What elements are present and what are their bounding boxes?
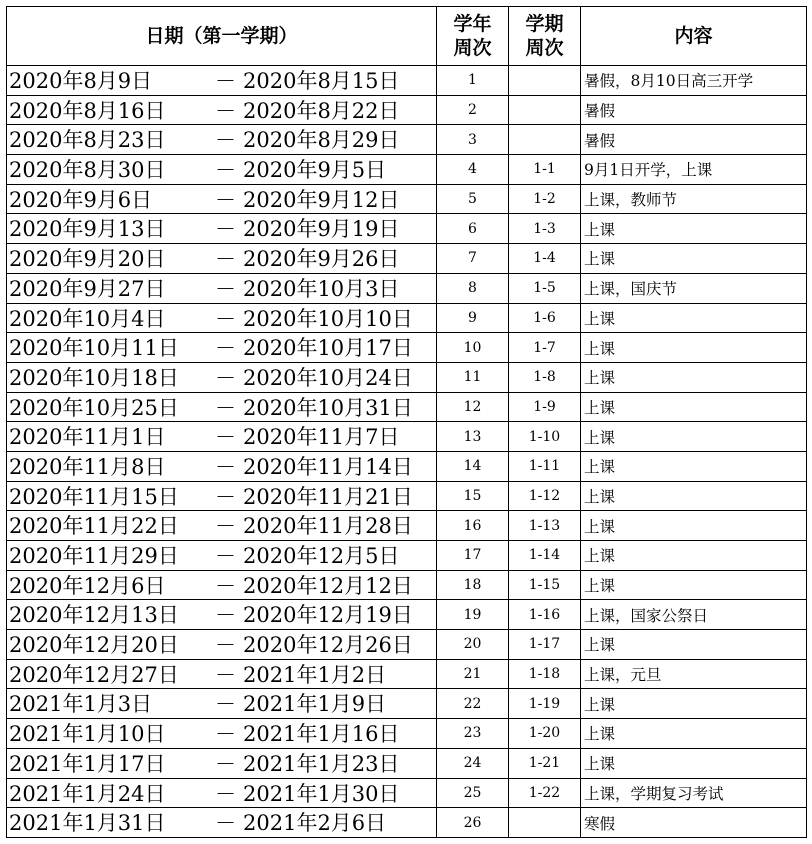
content-cell: 上课，国家公祭日 xyxy=(581,600,807,630)
end-date: 2020年12月5日 xyxy=(243,544,400,568)
year-week-cell: 7 xyxy=(437,244,509,274)
date-range-cell xyxy=(7,244,437,274)
end-date: 2020年11月21日 xyxy=(243,484,413,509)
content-cell: 上课 xyxy=(581,719,807,749)
range-dash: － xyxy=(215,247,236,272)
table-row xyxy=(7,66,807,96)
year-week-cell: 24 xyxy=(437,748,509,778)
term-week-cell: 1-19 xyxy=(509,689,581,719)
end-date: 2020年11月14日 xyxy=(243,454,413,479)
end-date: 2020年10月10日 xyxy=(243,306,413,331)
content-cell: 上课 xyxy=(581,451,807,481)
term-week-cell: 1-9 xyxy=(509,392,581,422)
term-week-cell xyxy=(509,125,581,155)
start-date: 2020年8月16日 xyxy=(9,98,166,123)
term-week-cell: 1-1 xyxy=(509,155,581,185)
date-range-cell xyxy=(7,481,437,511)
start-date: 2020年11月1日 xyxy=(9,425,166,450)
year-week-cell: 2 xyxy=(437,95,509,125)
table-row xyxy=(7,244,807,274)
year-week-cell: 21 xyxy=(437,659,509,689)
end-date: 2020年11月7日 xyxy=(243,425,400,450)
year-week-column-header xyxy=(437,7,509,66)
start-date: 2020年11月29日 xyxy=(9,544,179,568)
content-column-header xyxy=(581,7,807,66)
content-cell: 上课，国庆节 xyxy=(581,273,807,303)
date-range-cell xyxy=(7,95,437,125)
year-week-cell: 23 xyxy=(437,719,509,749)
end-date: 2020年10月3日 xyxy=(243,276,400,301)
start-date: 2020年11月22日 xyxy=(9,514,179,539)
date-range-cell xyxy=(7,748,437,778)
range-dash: － xyxy=(215,633,236,658)
term-week-cell xyxy=(509,808,581,838)
date-range-cell xyxy=(7,184,437,214)
table-row xyxy=(7,392,807,422)
term-week-cell: 1-11 xyxy=(509,451,581,481)
year-week-cell: 1 xyxy=(437,66,509,96)
date-range-cell xyxy=(7,214,437,244)
end-date: 2021年1月9日 xyxy=(243,692,387,717)
content-header-label: 内容 xyxy=(674,25,713,47)
end-date: 2021年1月23日 xyxy=(243,751,400,776)
table-row xyxy=(7,95,807,125)
start-date: 2020年8月9日 xyxy=(9,69,153,93)
year-week-cell: 17 xyxy=(437,541,509,571)
year-week-cell: 22 xyxy=(437,689,509,719)
range-dash: － xyxy=(215,425,236,450)
date-range-cell xyxy=(7,570,437,600)
year-week-cell: 16 xyxy=(437,511,509,541)
end-date: 2020年12月19日 xyxy=(243,603,413,628)
year-week-cell: 4 xyxy=(437,155,509,185)
start-date: 2020年10月4日 xyxy=(9,306,166,331)
table-header xyxy=(7,7,807,66)
content-cell: 上课 xyxy=(581,362,807,392)
term-week-cell: 1-3 xyxy=(509,214,581,244)
range-dash: － xyxy=(215,692,236,717)
end-date: 2021年1月2日 xyxy=(243,662,387,687)
term-week-cell: 1-22 xyxy=(509,778,581,808)
term-week-cell: 1-21 xyxy=(509,748,581,778)
end-date: 2020年9月5日 xyxy=(243,158,387,183)
date-range-cell xyxy=(7,451,437,481)
table-row xyxy=(7,481,807,511)
start-date: 2021年1月31日 xyxy=(9,811,166,836)
content-cell: 上课 xyxy=(581,481,807,511)
content-cell: 上课，学期复习考试 xyxy=(581,778,807,808)
start-date: 2021年1月10日 xyxy=(9,722,166,747)
end-date: 2020年9月12日 xyxy=(243,187,400,212)
year-week-cell: 25 xyxy=(437,778,509,808)
content-cell: 上课 xyxy=(581,333,807,363)
content-cell: 上课 xyxy=(581,630,807,660)
date-range-cell xyxy=(7,511,437,541)
year-week-cell: 26 xyxy=(437,808,509,838)
range-dash: － xyxy=(215,336,236,361)
year-week-cell: 15 xyxy=(437,481,509,511)
table-row xyxy=(7,541,807,571)
date-range-cell xyxy=(7,689,437,719)
content-cell: 上课，元旦 xyxy=(581,659,807,689)
year-week-cell: 19 xyxy=(437,600,509,630)
content-cell: 9月1日开学，上课 xyxy=(581,155,807,185)
term-week-cell xyxy=(509,66,581,96)
table-row xyxy=(7,155,807,185)
year-week-cell: 8 xyxy=(437,273,509,303)
year-week-cell: 5 xyxy=(437,184,509,214)
term-week-cell: 1-17 xyxy=(509,630,581,660)
date-range-cell xyxy=(7,362,437,392)
table-row xyxy=(7,333,807,363)
start-date: 2020年8月30日 xyxy=(9,158,166,183)
date-range-cell xyxy=(7,659,437,689)
content-cell: 上课 xyxy=(581,392,807,422)
year-week-cell: 9 xyxy=(437,303,509,333)
date-range-cell xyxy=(7,66,437,96)
start-date: 2020年9月13日 xyxy=(9,217,166,242)
end-date: 2020年10月17日 xyxy=(243,336,413,361)
end-date: 2020年9月19日 xyxy=(243,217,400,242)
content-cell: 上课，教师节 xyxy=(581,184,807,214)
term-week-column-header xyxy=(509,7,581,66)
end-date: 2021年1月16日 xyxy=(243,722,400,747)
end-date: 2020年10月24日 xyxy=(243,365,413,390)
start-date: 2020年12月27日 xyxy=(9,662,179,687)
range-dash: － xyxy=(215,128,236,153)
date-column-header xyxy=(7,7,437,66)
term-week-cell: 1-2 xyxy=(509,184,581,214)
date-range-cell xyxy=(7,808,437,838)
table-row xyxy=(7,659,807,689)
content-cell: 暑假 xyxy=(581,95,807,125)
content-cell: 上课 xyxy=(581,214,807,244)
term-week-cell: 1-15 xyxy=(509,570,581,600)
date-range-cell xyxy=(7,155,437,185)
term-week-header-line1: 学期 xyxy=(525,13,564,35)
start-date: 2021年1月17日 xyxy=(9,751,166,776)
year-week-header-line2: 周次 xyxy=(453,37,492,59)
end-date: 2020年8月29日 xyxy=(243,128,400,153)
year-week-cell: 12 xyxy=(437,392,509,422)
range-dash: － xyxy=(215,217,236,242)
term-week-cell: 1-14 xyxy=(509,541,581,571)
date-range-cell xyxy=(7,392,437,422)
term-week-cell: 1-5 xyxy=(509,273,581,303)
end-date: 2020年9月26日 xyxy=(243,247,400,272)
range-dash: － xyxy=(215,544,236,568)
start-date: 2020年10月25日 xyxy=(9,395,179,420)
range-dash: － xyxy=(215,187,236,212)
content-cell: 寒假 xyxy=(581,808,807,838)
term-week-cell: 1-13 xyxy=(509,511,581,541)
range-dash: － xyxy=(215,306,236,331)
start-date: 2020年10月18日 xyxy=(9,365,179,390)
year-week-cell: 3 xyxy=(437,125,509,155)
table-row xyxy=(7,630,807,660)
content-cell: 上课 xyxy=(581,570,807,600)
date-range-cell xyxy=(7,333,437,363)
date-range-cell xyxy=(7,125,437,155)
year-week-cell: 6 xyxy=(437,214,509,244)
range-dash: － xyxy=(215,751,236,776)
table-row xyxy=(7,303,807,333)
date-range-cell xyxy=(7,778,437,808)
table-row xyxy=(7,511,807,541)
range-dash: － xyxy=(215,484,236,509)
table-row xyxy=(7,451,807,481)
range-dash: － xyxy=(215,365,236,390)
term-week-cell: 1-18 xyxy=(509,659,581,689)
table-row xyxy=(7,422,807,452)
start-date: 2020年10月11日 xyxy=(9,336,179,361)
year-week-cell: 13 xyxy=(437,422,509,452)
range-dash: － xyxy=(215,811,236,836)
end-date: 2020年12月12日 xyxy=(243,573,413,598)
range-dash: － xyxy=(215,395,236,420)
date-header-label: 日期（第一学期） xyxy=(145,25,298,47)
term-week-cell: 1-16 xyxy=(509,600,581,630)
date-range-cell xyxy=(7,422,437,452)
term-week-cell: 1-6 xyxy=(509,303,581,333)
content-cell: 上课 xyxy=(581,541,807,571)
end-date: 2020年8月22日 xyxy=(243,98,400,123)
range-dash: － xyxy=(215,454,236,479)
table-row xyxy=(7,570,807,600)
term-week-cell: 1-8 xyxy=(509,362,581,392)
range-dash: － xyxy=(215,662,236,687)
end-date: 2020年12月26日 xyxy=(243,633,413,658)
end-date: 2021年2月6日 xyxy=(243,811,387,836)
date-range-cell xyxy=(7,630,437,660)
year-week-cell: 10 xyxy=(437,333,509,363)
content-cell: 暑假 xyxy=(581,125,807,155)
calendar-table xyxy=(6,6,807,838)
content-cell: 上课 xyxy=(581,748,807,778)
end-date: 2020年8月15日 xyxy=(243,69,400,93)
range-dash: － xyxy=(215,276,236,301)
content-cell: 上课 xyxy=(581,511,807,541)
table-row xyxy=(7,600,807,630)
term-week-cell: 1-12 xyxy=(509,481,581,511)
start-date: 2020年12月20日 xyxy=(9,633,179,658)
content-cell: 上课 xyxy=(581,689,807,719)
table-row xyxy=(7,184,807,214)
year-week-cell: 11 xyxy=(437,362,509,392)
content-cell: 上课 xyxy=(581,244,807,274)
start-date: 2020年8月23日 xyxy=(9,128,166,153)
year-week-cell: 18 xyxy=(437,570,509,600)
range-dash: － xyxy=(215,514,236,539)
term-week-header-line2: 周次 xyxy=(525,37,564,59)
year-week-cell: 14 xyxy=(437,451,509,481)
content-cell: 上课 xyxy=(581,422,807,452)
table-row xyxy=(7,778,807,808)
term-week-cell: 1-7 xyxy=(509,333,581,363)
term-week-cell: 1-10 xyxy=(509,422,581,452)
range-dash: － xyxy=(215,722,236,747)
year-week-cell: 20 xyxy=(437,630,509,660)
year-week-header-line1: 学年 xyxy=(453,13,492,35)
table-row xyxy=(7,719,807,749)
start-date: 2020年11月8日 xyxy=(9,454,166,479)
range-dash: － xyxy=(215,603,236,628)
table-row xyxy=(7,689,807,719)
table-row xyxy=(7,808,807,838)
table-row xyxy=(7,125,807,155)
start-date: 2020年12月13日 xyxy=(9,603,179,628)
date-range-cell xyxy=(7,273,437,303)
date-range-cell xyxy=(7,600,437,630)
content-cell: 上课 xyxy=(581,303,807,333)
range-dash: － xyxy=(215,158,236,183)
table-row xyxy=(7,273,807,303)
start-date: 2020年12月6日 xyxy=(9,573,166,598)
end-date: 2020年11月28日 xyxy=(243,514,413,539)
start-date: 2020年9月6日 xyxy=(9,187,153,212)
date-range-cell xyxy=(7,541,437,571)
start-date: 2021年1月24日 xyxy=(9,781,166,806)
term-week-cell xyxy=(509,95,581,125)
end-date: 2020年10月31日 xyxy=(243,395,413,420)
date-range-cell xyxy=(7,719,437,749)
range-dash: － xyxy=(215,69,236,93)
end-date: 2021年1月30日 xyxy=(243,781,400,806)
table-body xyxy=(7,66,807,838)
term-week-cell: 1-4 xyxy=(509,244,581,274)
date-range-cell xyxy=(7,303,437,333)
content-cell: 暑假，8月10日高三开学 xyxy=(581,66,807,96)
range-dash: － xyxy=(215,98,236,123)
start-date: 2020年9月20日 xyxy=(9,247,166,272)
table-row xyxy=(7,748,807,778)
start-date: 2021年1月3日 xyxy=(9,692,153,717)
table-row xyxy=(7,362,807,392)
header-row xyxy=(7,7,807,66)
range-dash: － xyxy=(215,781,236,806)
term-week-cell: 1-20 xyxy=(509,719,581,749)
range-dash: － xyxy=(215,573,236,598)
start-date: 2020年11月15日 xyxy=(9,484,179,509)
start-date: 2020年9月27日 xyxy=(9,276,166,301)
table-row xyxy=(7,214,807,244)
